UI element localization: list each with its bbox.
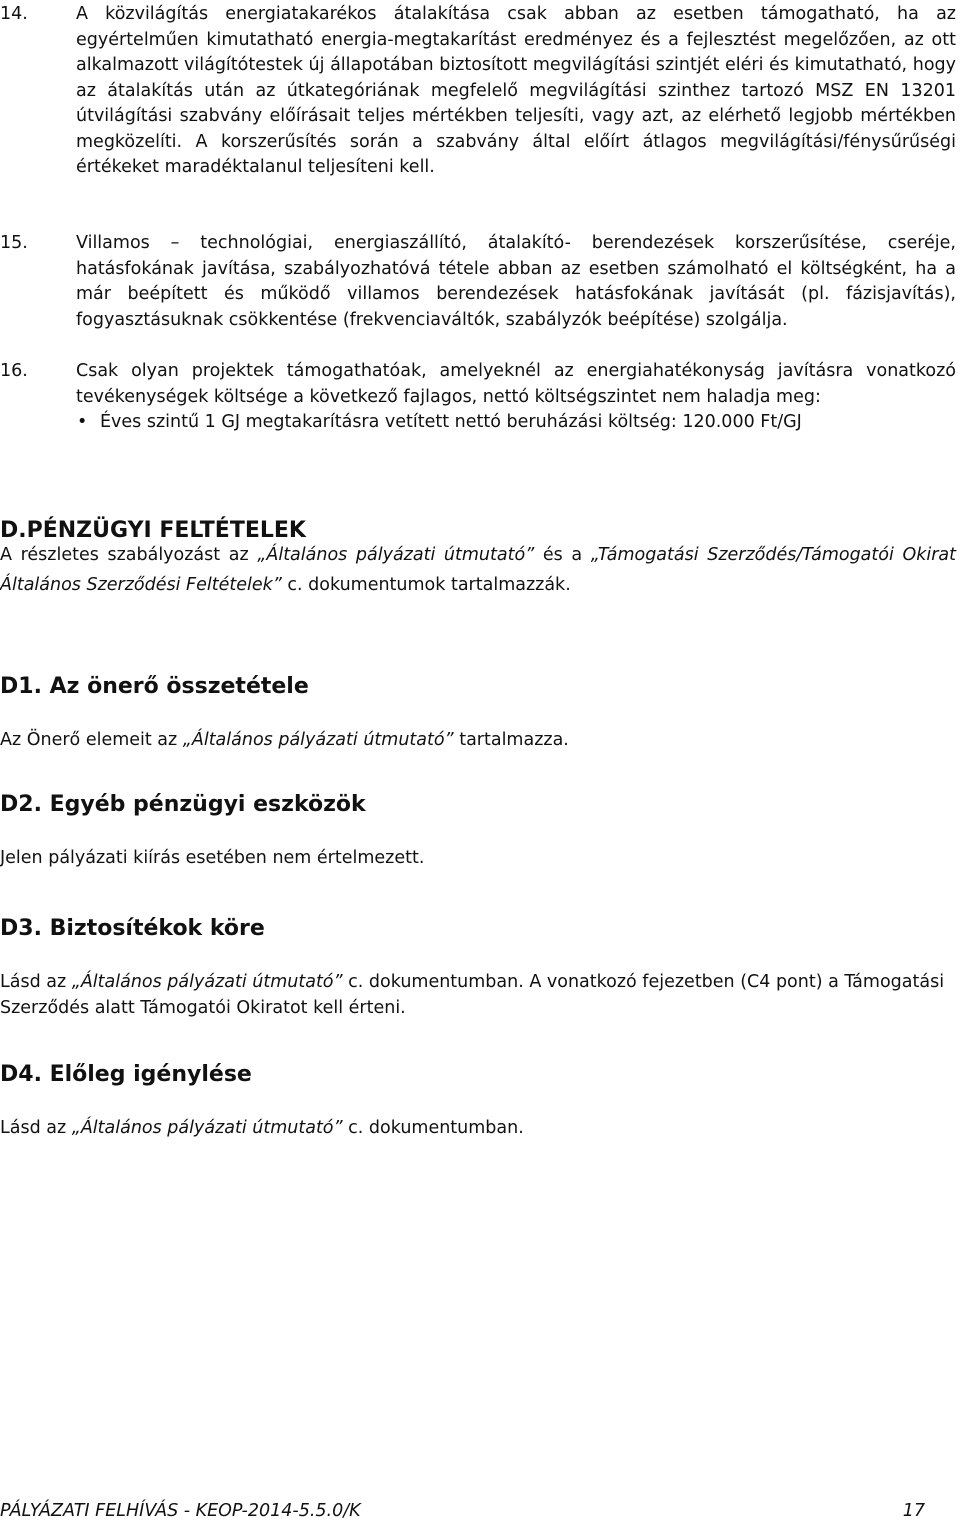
subsection-heading-d2: D2. Egyéb pénzügyi eszközök: [0, 792, 366, 817]
doc-ref: „Általános pályázati útmutató”: [71, 1118, 343, 1138]
doc-ref: „Általános pályázati útmutató”: [182, 730, 454, 750]
doc-ref: „Támogatási Szerződés/Támogatói Okirat Általános Szerződési Feltételek”: [0, 545, 957, 595]
subsection-heading-d3: D3. Biztosítékok köre: [0, 916, 265, 941]
d1-text: Az Önerő elemeit az „Általános pályázati útmutató” tartalmazza.: [0, 730, 569, 750]
item-text: Villamos – technológiai, energiaszállító, átalakító- berendezések korszerűsítése, cseréje, hatásfokának javítása, szabályozhatóvá tétele abban az esetben számolható el költségként, ha a már beépített és működő villamos berendezések hatásfokának javítását (pl. fázisjavítás), fogyasztásuknak csökkentése (frekvenciaváltók, szabályzók beépítése) szolgálja.: [76, 233, 956, 330]
doc-ref: „Általános pályázati útmutató”: [257, 545, 535, 565]
footer-title: PÁLYÁZATI FELHÍVÁS - KEOP-2014-5.5.0/K: [0, 1501, 361, 1521]
section-intro: A részletes szabályozást az „Általános pályázati útmutató” és a „Támogatási Szerződés/Támogatói Okirat Általános Szerződési Feltételek” c. dokumentumok tartalmazzák.: [0, 545, 957, 595]
bullet-text: Éves szintű 1 GJ megtakarításra vetített nettó beruházási költség: 120.000 Ft/GJ: [100, 412, 802, 432]
page-footer: [0, 1500, 925, 1522]
section-heading: D.PÉNZÜGYI FELTÉTELEK: [0, 518, 306, 543]
list-item-16: [0, 359, 956, 436]
bullet-icon: •: [77, 412, 88, 432]
d3-text: Lásd az „Általános pályázati útmutató” c. dokumentumban. A vonatkozó fejezetben (C4 pont) a Támogatási Szerződés alatt Támogatói Okiratot kell érteni.: [0, 972, 945, 1018]
subsection-heading-d1: D1. Az önerő összetétele: [0, 674, 309, 699]
item-number: 14.: [0, 4, 28, 24]
item-text: Csak olyan projektek támogathatóak, amelyeknél az energiahatékonyság javításra vonatkozó tevékenységek költsége a következő fajlagos, nettó költségszintet nem haladja meg:: [76, 361, 956, 407]
item-number: 15.: [0, 233, 28, 253]
item-number: 16.: [0, 361, 28, 381]
d4-text: Lásd az „Általános pályázati útmutató” c. dokumentumban.: [0, 1118, 524, 1138]
list-item-14: [0, 2, 956, 181]
subsection-heading-d4: D4. Előleg igénylése: [0, 1062, 252, 1087]
page-number: 17: [902, 1501, 925, 1521]
list-item-15: [0, 231, 956, 333]
doc-ref: „Általános pályázati útmutató”: [71, 972, 343, 992]
d2-text: Jelen pályázati kiírás esetében nem értelmezett.: [0, 848, 425, 868]
bullet-item: [76, 410, 956, 436]
item-text: A közvilágítás energiatakarékos átalakítása csak abban az esetben támogatható, ha az egyértelműen kimutatható energia-megtakarítást eredményez és a fejlesztést megelőzően, az ott alkalmazott világítótestek új állapotában biztosított megvilágítási szintjét eléri és kimutatható, hogy az átalakítás után az útkategóriának megfelelő megvilágítási szinthez tartozó MSZ EN 13201 útvilágítási szabvány előírásait teljes mértékben teljesíti, vagy azt, az elérhető legjobb mértékben megközelíti. A korszerűsítés során a szabvány által előírt átlagos megvilágítási/fénysűrűségi értékeket maradéktalanul teljesíteni kell.: [76, 4, 956, 177]
